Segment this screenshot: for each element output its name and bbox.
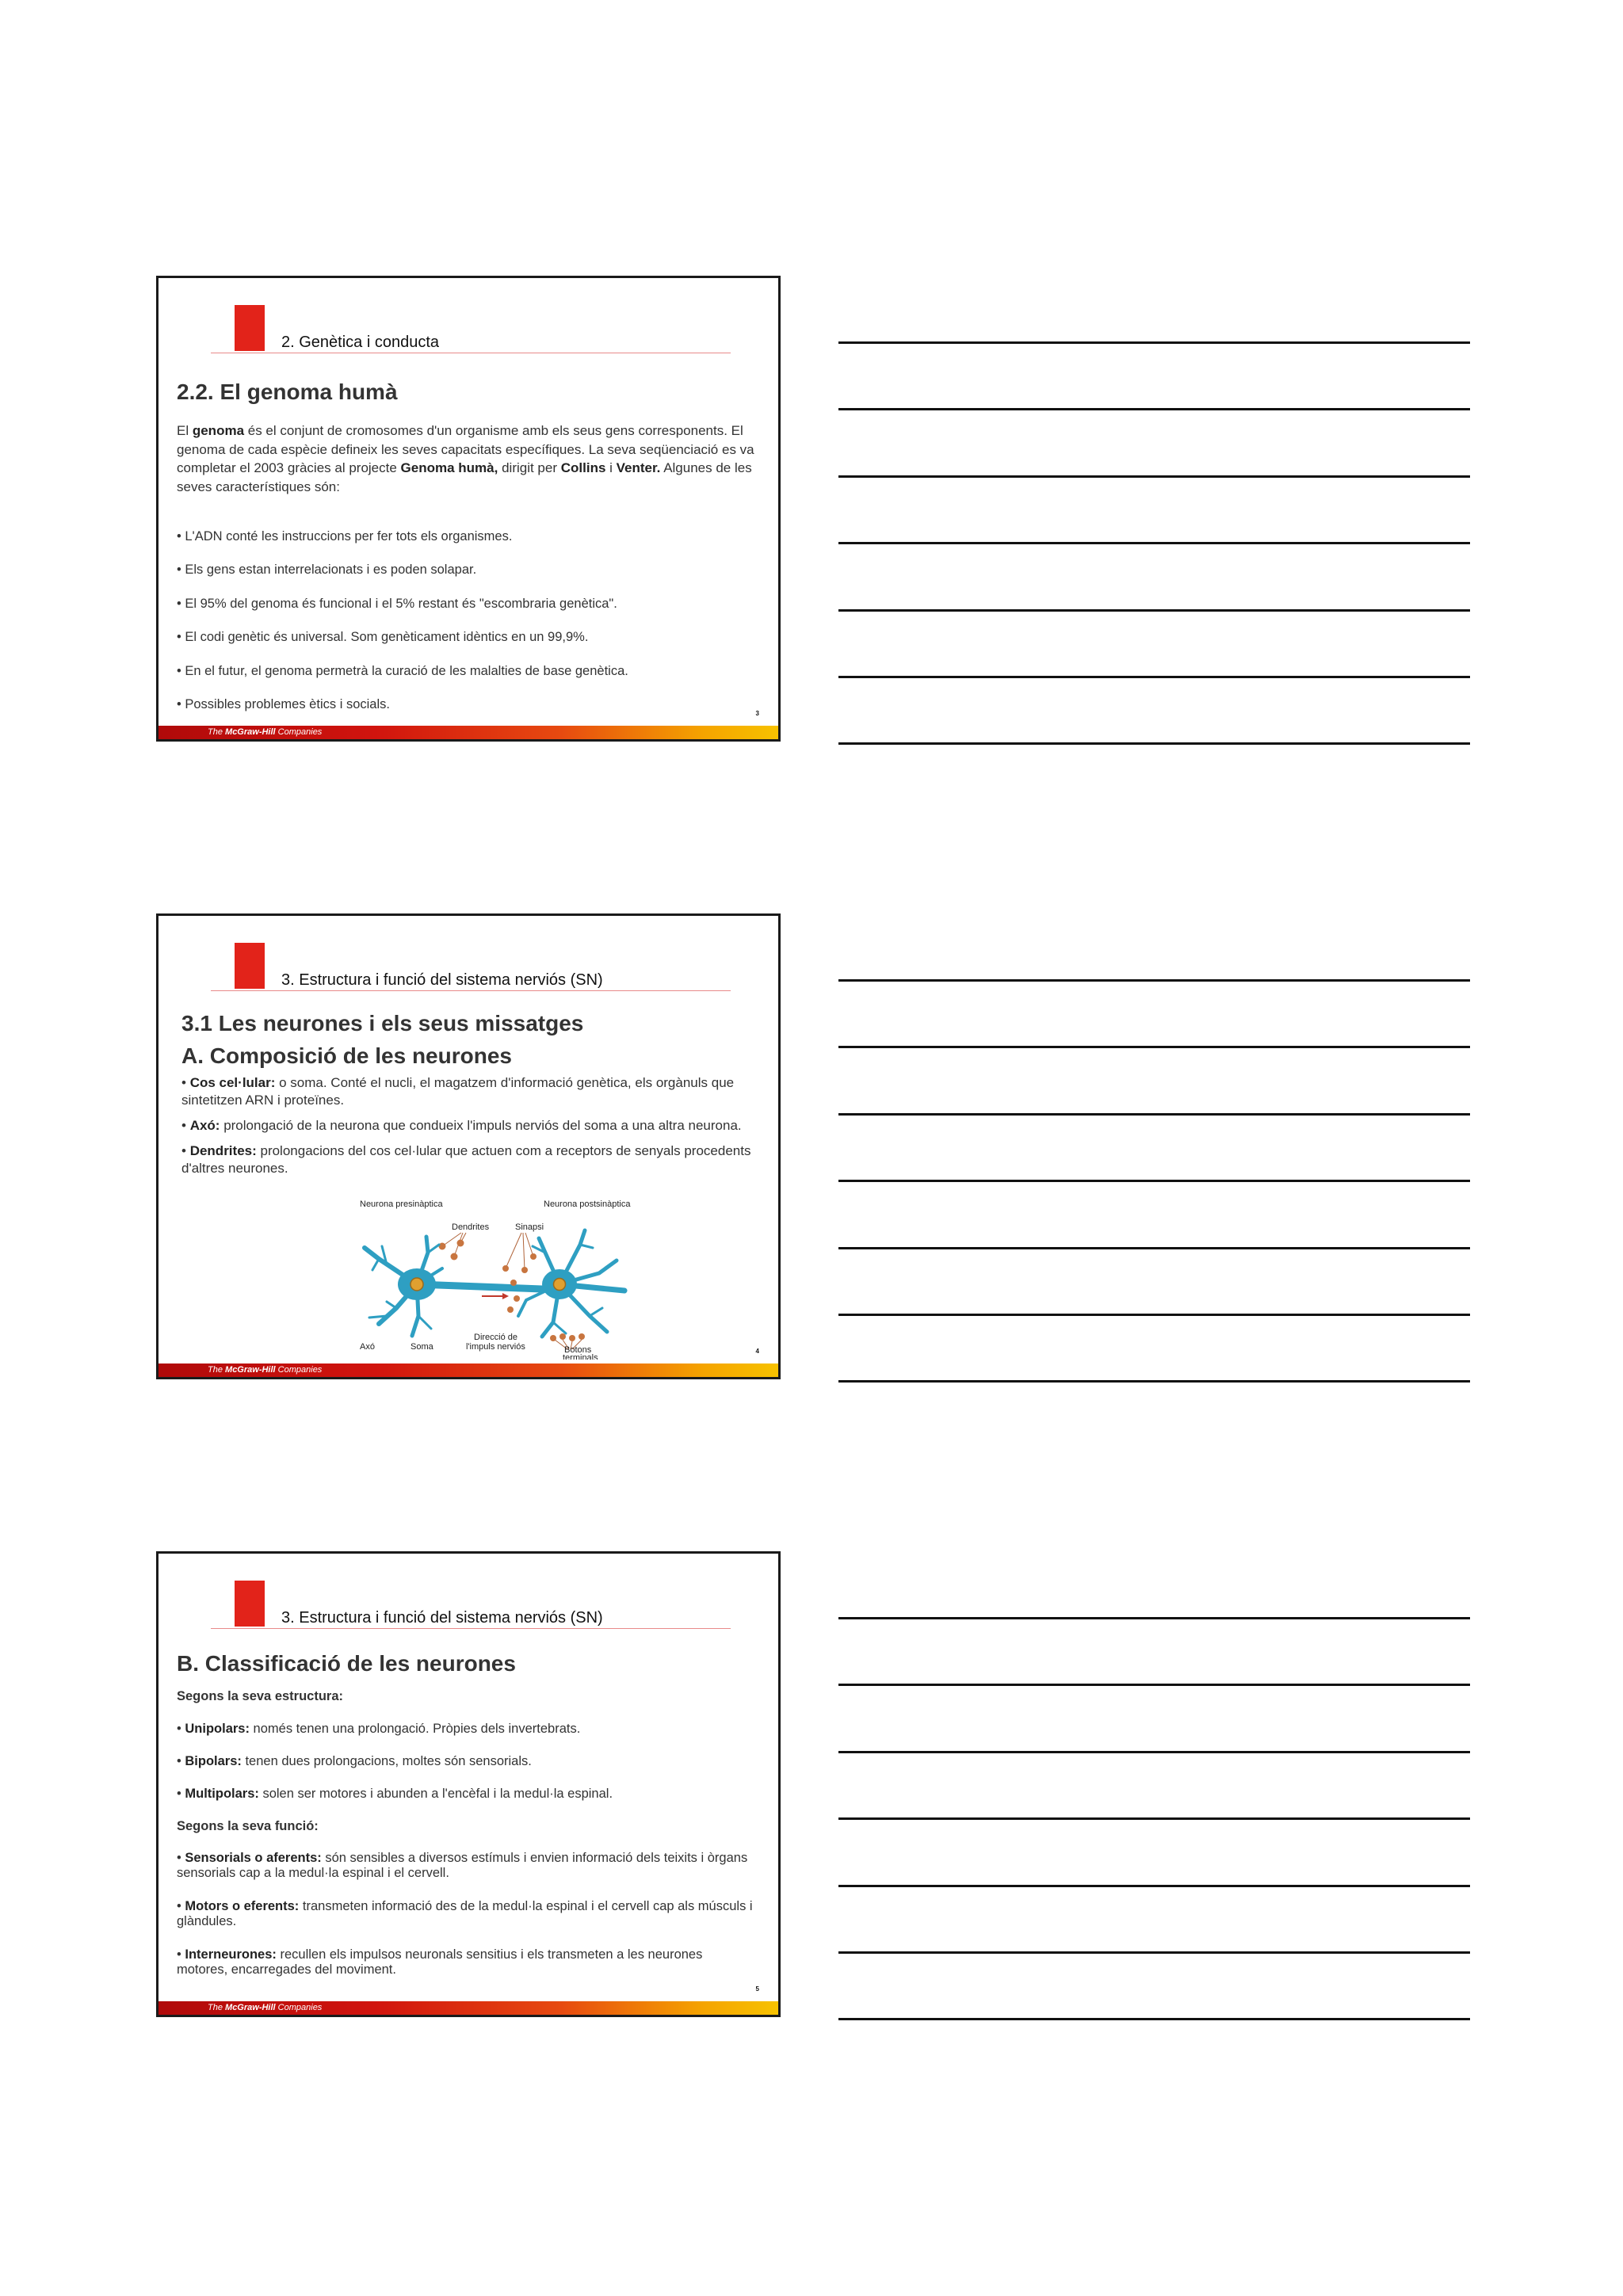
slide-2 — [156, 913, 781, 1379]
note-line — [838, 1180, 1470, 1182]
red-square-decoration — [235, 943, 265, 989]
note-line — [838, 542, 1470, 544]
list-item: • Axó: prolongació de la neurona que condueix l'impuls nerviós del soma a una altra neurona. — [181, 1118, 742, 1133]
label-terminal-buttons-2: terminals — [563, 1353, 598, 1360]
publisher-logo: The McGraw-Hill Companies — [208, 2003, 323, 2012]
note-line — [838, 742, 1470, 745]
list-item: • Unipolars: només tenen una prolongació. Pròpies dels invertebrats. — [177, 1722, 581, 1736]
synapse-markers — [502, 1253, 537, 1313]
list-item: • Interneurones: recullen els impulsos neuronals sensitius i els transmeten a les neurones motores, encarregades del moviment. — [177, 1947, 703, 1977]
slide-3 — [156, 1551, 781, 2017]
label-direction-1: Direcció de — [474, 1333, 518, 1342]
section-divider — [211, 990, 731, 991]
slide-body — [177, 421, 763, 711]
neuron-diagram — [355, 1197, 640, 1360]
footer-bar — [158, 2001, 778, 2015]
label-synapse: Sinapsi — [515, 1222, 544, 1232]
section-divider — [211, 1628, 731, 1629]
slide-subheading: A. Composició de les neurones — [181, 1043, 512, 1068]
slide-heading: B. Classificació de les neurones — [177, 1651, 516, 1676]
page-number: 3 — [755, 710, 759, 717]
note-line — [838, 676, 1470, 678]
note-line — [838, 408, 1470, 410]
note-line — [838, 1617, 1470, 1619]
presynaptic-neuron — [365, 1237, 542, 1336]
presynaptic-nucleus — [411, 1278, 423, 1291]
impulse-direction-arrow — [482, 1293, 509, 1299]
bullet-item: • Els gens estan interrelacionats i es poden solapar. — [177, 563, 477, 577]
label-presynaptic: Neurona presinàptica — [360, 1199, 443, 1209]
section-title: 3. Estructura i funció del sistema nerviós (SN) — [281, 971, 603, 989]
note-line — [838, 1684, 1470, 1686]
list-item: • Bipolars: tenen dues prolongacions, moltes són sensorials. — [177, 1754, 532, 1768]
subheading-structure: Segons la seva estructura: — [177, 1689, 344, 1703]
label-postsynaptic: Neurona postsinàptica — [544, 1199, 631, 1209]
label-dendrites: Dendrites — [452, 1222, 490, 1232]
list-item: • Multipolars: solen ser motores i abunden a l'encèfal i la medul·la espinal. — [177, 1787, 613, 1801]
bullet-item: • El 95% del genoma és funcional i el 5% restant és "escombraria genètica". — [177, 597, 617, 611]
footer-bar — [158, 1363, 778, 1377]
label-axon: Axó — [360, 1342, 375, 1352]
dendrite-markers — [439, 1240, 464, 1261]
red-square-decoration — [235, 1581, 265, 1627]
bullet-item: • En el futur, el genoma permetrà la curació de les malalties de base genètica. — [177, 664, 628, 678]
bullet-item: • Possibles problemes ètics i socials. — [177, 697, 390, 711]
label-direction-2: l'impuls nerviós — [466, 1342, 525, 1352]
slide-heading: 2.2. El genoma humà — [177, 379, 398, 404]
subheading-function: Segons la seva funció: — [177, 1819, 319, 1833]
intro-paragraph: El genoma és el conjunt de cromosomes d'un organisme amb els seus gens corresponents. El genoma de cada espècie defineix les seves capacitats específiques. La seva seqüenciació es va completar el 2003 gràcies al projecte Genoma humà, dirigit per Collins i Venter. Algunes de les seves característiques són: — [177, 423, 754, 494]
note-line — [838, 1247, 1470, 1249]
note-line — [838, 1046, 1470, 1048]
red-square-decoration — [235, 305, 265, 351]
label-terminal-buttons-1: Botons — [564, 1345, 592, 1355]
note-line — [838, 1885, 1470, 1887]
publisher-logo: The McGraw-Hill Companies — [208, 1365, 323, 1375]
leader-lines — [442, 1233, 533, 1270]
list-item: • Cos cel·lular: o soma. Conté el nucli, el magatzem d'informació genètica, els orgànuls que sintetitzen ARN i proteïnes. — [181, 1075, 735, 1108]
note-line — [838, 1751, 1470, 1753]
note-line — [838, 475, 1470, 478]
list-item: • Dendrites: prolongacions del cos cel·lular que actuen com a receptors de senyals procedents d'altres neurones. — [181, 1143, 751, 1176]
page-number: 4 — [755, 1348, 759, 1355]
bullet-item: • L'ADN conté les instruccions per fer tots els organismes. — [177, 529, 513, 543]
note-line — [838, 1951, 1470, 1954]
slide-1 — [156, 276, 781, 742]
slide-heading: 3.1 Les neurones i els seus missatges — [181, 1011, 584, 1035]
publisher-logo: The McGraw-Hill Companies — [208, 727, 323, 737]
bullet-item: • El codi genètic és universal. Som genèticament idèntics en un 99,9%. — [177, 630, 589, 644]
postsynaptic-nucleus — [554, 1279, 566, 1291]
note-line — [838, 1314, 1470, 1316]
note-line — [838, 609, 1470, 612]
note-line — [838, 341, 1470, 344]
note-line — [838, 1817, 1470, 1820]
note-line — [838, 979, 1470, 982]
page-number: 5 — [755, 1985, 759, 1993]
list-item: • Sensorials o aferents: són sensibles a diversos estímuls i envien informació dels teixits i òrgans sensorials cap a la medul·la espinal i el cervell. — [177, 1851, 748, 1880]
note-line — [838, 2018, 1470, 2020]
note-line — [838, 1113, 1470, 1116]
section-title: 2. Genètica i conducta — [281, 334, 440, 351]
footer-bar — [158, 726, 778, 739]
slide-body — [181, 1074, 752, 1177]
note-line — [838, 1380, 1470, 1383]
list-item: • Motors o eferents: transmeten informació des de la medul·la espinal i el cervell cap als músculs i glàndules. — [177, 1899, 753, 1928]
section-title: 3. Estructura i funció del sistema nerviós (SN) — [281, 1609, 603, 1627]
label-soma: Soma — [411, 1342, 433, 1352]
